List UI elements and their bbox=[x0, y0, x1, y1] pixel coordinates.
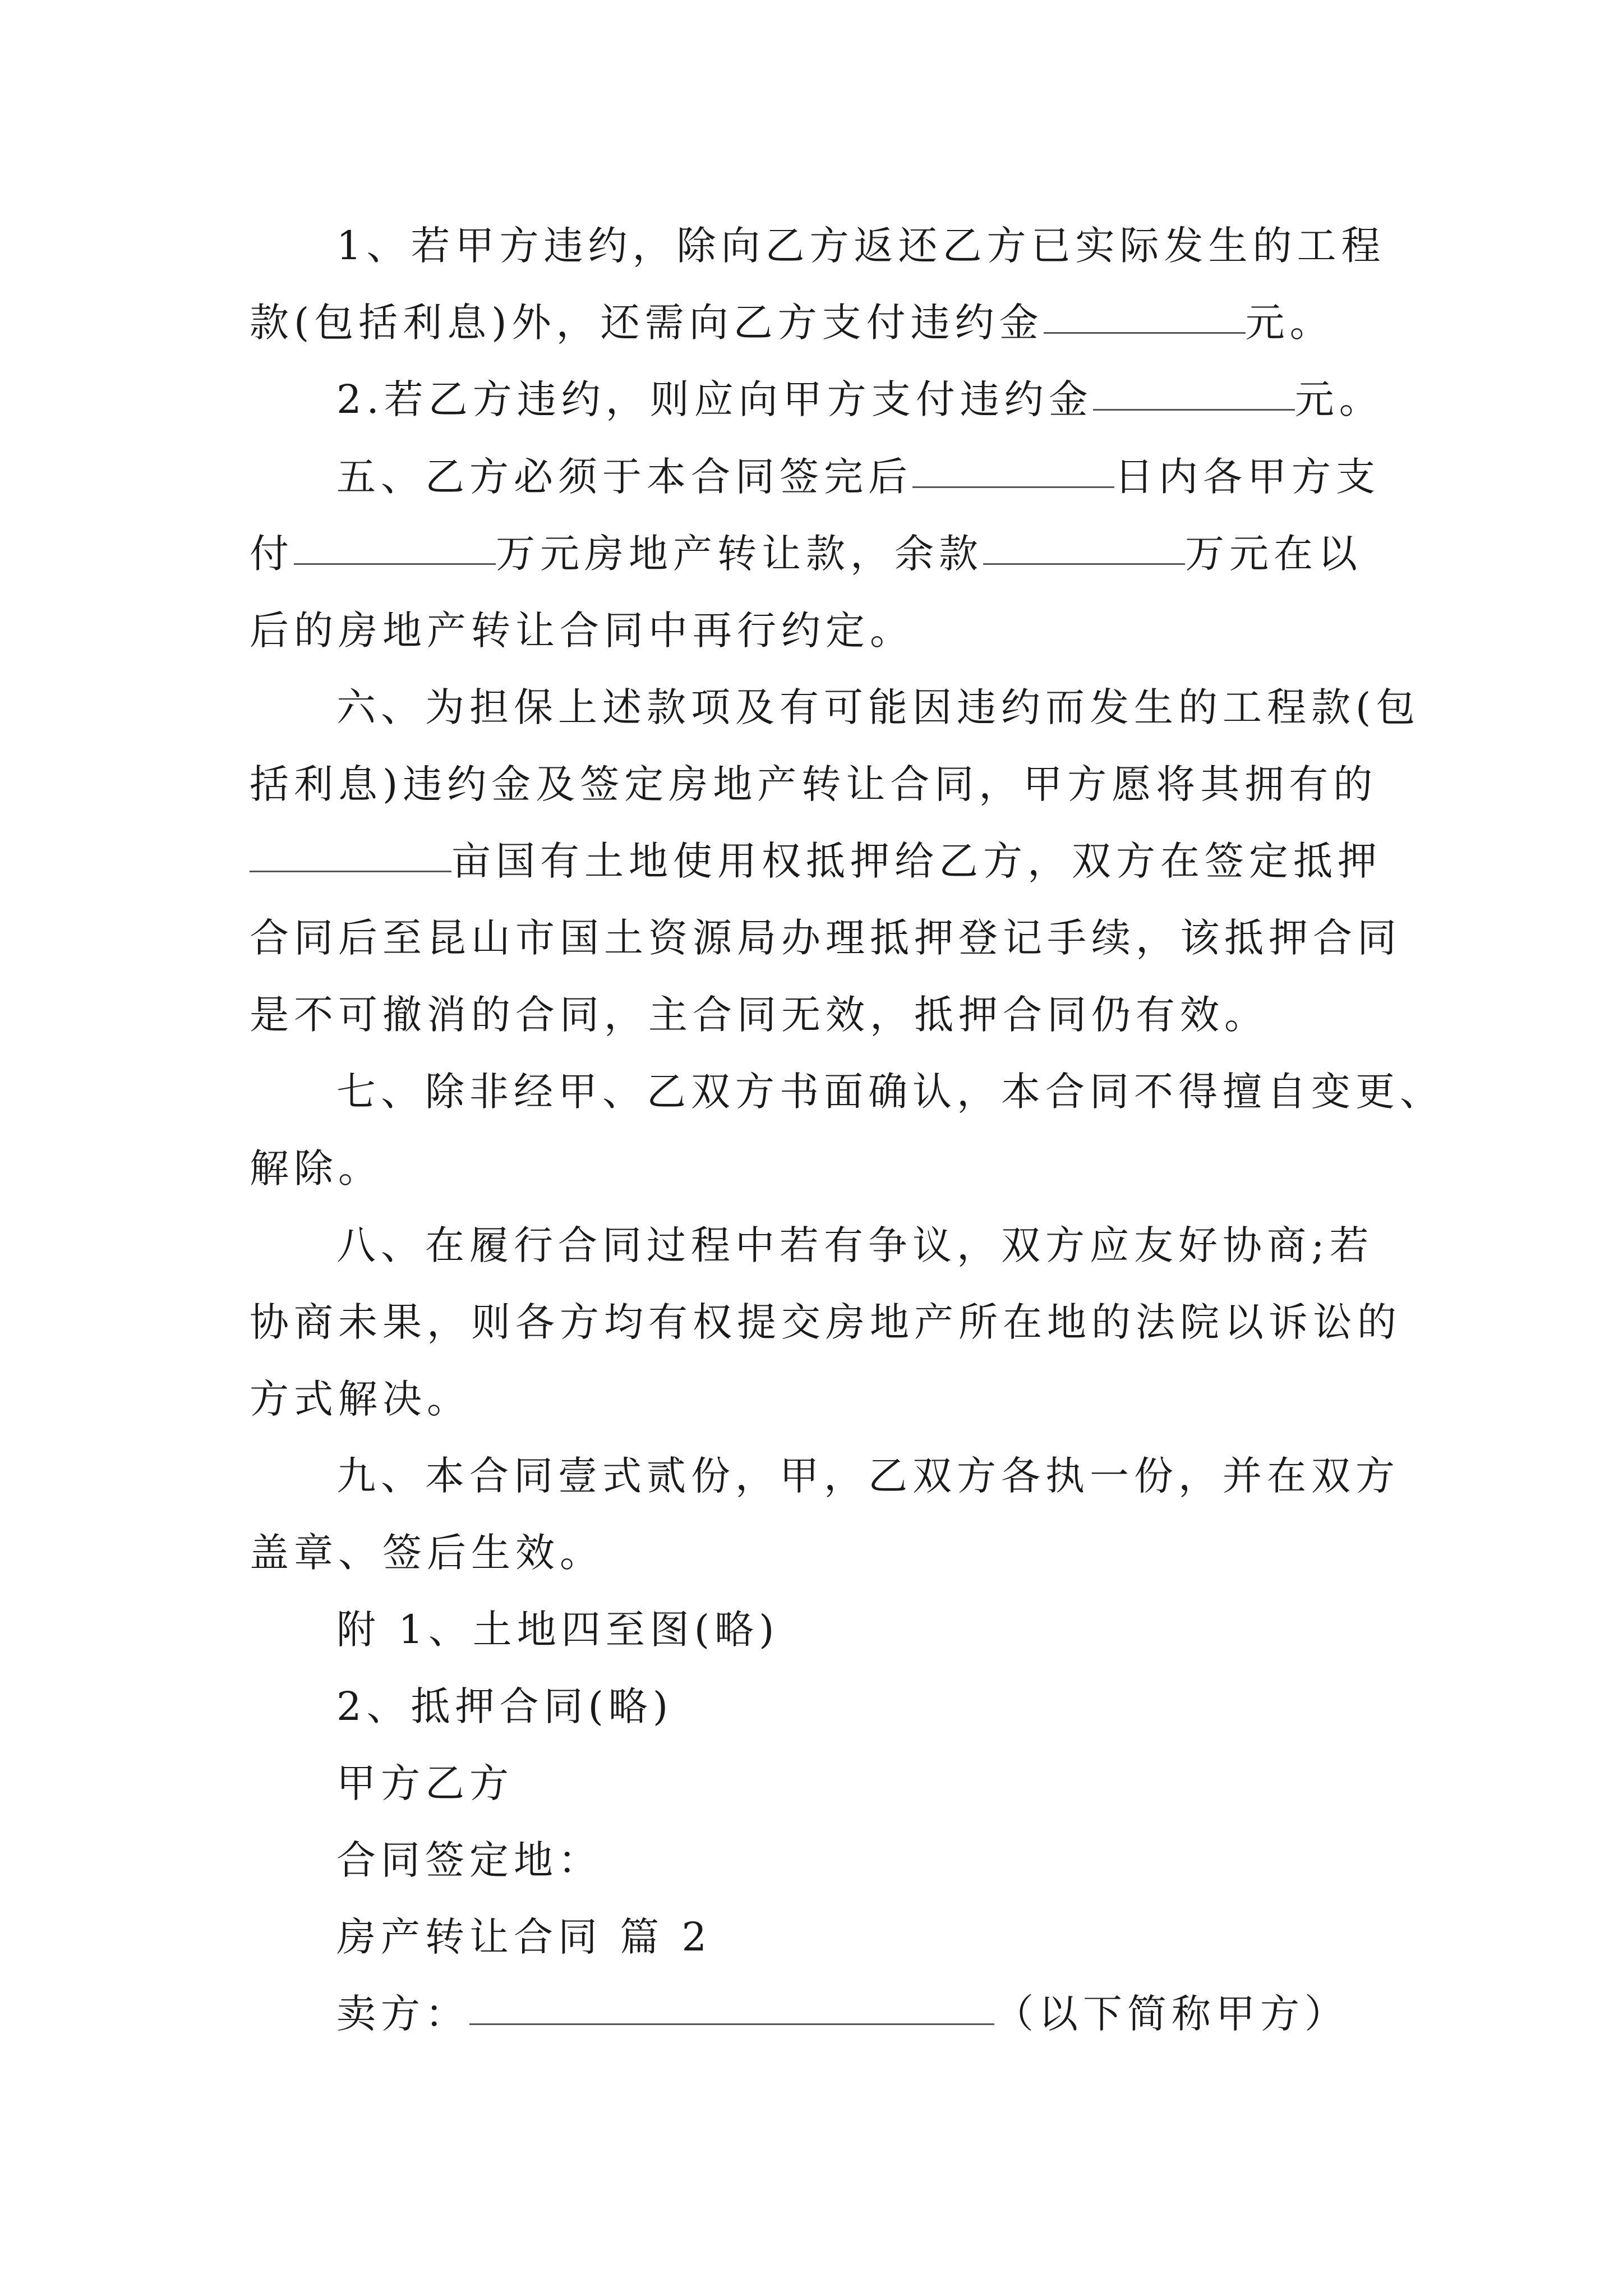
text-run: 付 bbox=[250, 531, 294, 577]
text-run: 款(包括利息)外，还需向乙方支付违约金 bbox=[250, 300, 1044, 346]
paragraph-line bbox=[250, 907, 1401, 969]
text-run: 2.若乙方违约，则应向甲方支付违约金 bbox=[336, 376, 1093, 422]
text-run: 万元房地产转让款，余款 bbox=[496, 531, 983, 577]
paragraph-line bbox=[336, 1829, 602, 1891]
paragraph-line bbox=[336, 677, 1420, 738]
text-run: 元。 bbox=[1245, 300, 1334, 346]
text-run: 合同签定地： bbox=[336, 1837, 602, 1883]
fill-in-blank[interactable] bbox=[469, 1983, 994, 2025]
text-run: 五、乙方必须于本合同签完后 bbox=[336, 454, 912, 500]
text-run: 八、在履行合同过程中若有争议，双方应友好协商;若 bbox=[336, 1222, 1374, 1268]
paragraph-line bbox=[336, 1676, 673, 1737]
paragraph-line bbox=[336, 1214, 1374, 1276]
paragraph-line bbox=[250, 1368, 471, 1430]
paragraph-line bbox=[250, 830, 1382, 892]
text-run: 九、本合同壹式贰份，甲，乙双方各执一份，并在双方 bbox=[336, 1453, 1400, 1499]
paragraph-line bbox=[336, 215, 1386, 277]
paragraph-line bbox=[336, 1752, 514, 1814]
text-run: 元。 bbox=[1294, 376, 1384, 422]
fill-in-blank[interactable] bbox=[294, 523, 496, 565]
paragraph-line bbox=[250, 984, 1269, 1046]
paragraph-line bbox=[336, 1983, 1349, 2045]
text-run: 2、抵押合同(略) bbox=[336, 1683, 674, 1729]
text-run: 盖章、签后生效。 bbox=[250, 1530, 604, 1576]
paragraph-line bbox=[250, 753, 1377, 815]
text-run: 万元在以 bbox=[1185, 531, 1362, 577]
paragraph-line bbox=[250, 1522, 604, 1584]
text-run: 是不可撤消的合同，主合同无效，抵押合同仍有效。 bbox=[250, 992, 1269, 1038]
fill-in-blank[interactable] bbox=[1093, 369, 1295, 411]
paragraph-line bbox=[336, 369, 1384, 430]
fill-in-blank[interactable] bbox=[250, 830, 451, 872]
paragraph-line bbox=[336, 1445, 1400, 1507]
text-run: 亩国有土地使用权抵押给乙方，双方在签定抵押 bbox=[451, 838, 1382, 884]
text-run: 房产转让合同 篇 2 bbox=[336, 1914, 712, 1960]
text-run: （以下简称甲方） bbox=[994, 1991, 1349, 2037]
text-run: 日内各甲方支 bbox=[1114, 454, 1380, 500]
text-run: 解除。 bbox=[250, 1145, 382, 1191]
paragraph-line bbox=[250, 1138, 382, 1199]
text-run: 附 1、土地四至图(略) bbox=[336, 1607, 780, 1653]
text-run: 六、为担保上述款项及有可能因违约而发生的工程款(包 bbox=[336, 684, 1421, 730]
text-run: 七、除非经甲、乙双方书面确认，本合同不得擅自变更、 bbox=[336, 1069, 1444, 1115]
paragraph-line bbox=[250, 600, 914, 661]
text-run: 1、若甲方违约，除向乙方返还乙方已实际发生的工程 bbox=[336, 223, 1386, 269]
paragraph-line bbox=[250, 523, 1362, 585]
fill-in-blank[interactable] bbox=[983, 523, 1185, 565]
paragraph-line bbox=[336, 1906, 712, 1968]
text-run: 方式解决。 bbox=[250, 1376, 471, 1422]
paragraph-line bbox=[250, 292, 1334, 353]
text-run: 甲方乙方 bbox=[336, 1760, 514, 1806]
text-run: 卖方： bbox=[336, 1991, 469, 2037]
text-run: 括利息)违约金及签定房地产转让合同，甲方愿将其拥有的 bbox=[250, 761, 1378, 807]
paragraph-line bbox=[336, 446, 1380, 508]
paragraph-line bbox=[336, 1599, 779, 1660]
paragraph-line bbox=[336, 1061, 1444, 1122]
text-run: 后的房地产转让合同中再行约定。 bbox=[250, 608, 914, 654]
paragraph-line bbox=[250, 1291, 1401, 1353]
fill-in-blank[interactable] bbox=[912, 446, 1114, 488]
text-run: 合同后至昆山市国土资源局办理抵押登记手续，该抵押合同 bbox=[250, 915, 1401, 961]
fill-in-blank[interactable] bbox=[1044, 292, 1246, 334]
text-run: 协商未果，则各方均有权提交房地产所在地的法院以诉讼的 bbox=[250, 1299, 1401, 1345]
